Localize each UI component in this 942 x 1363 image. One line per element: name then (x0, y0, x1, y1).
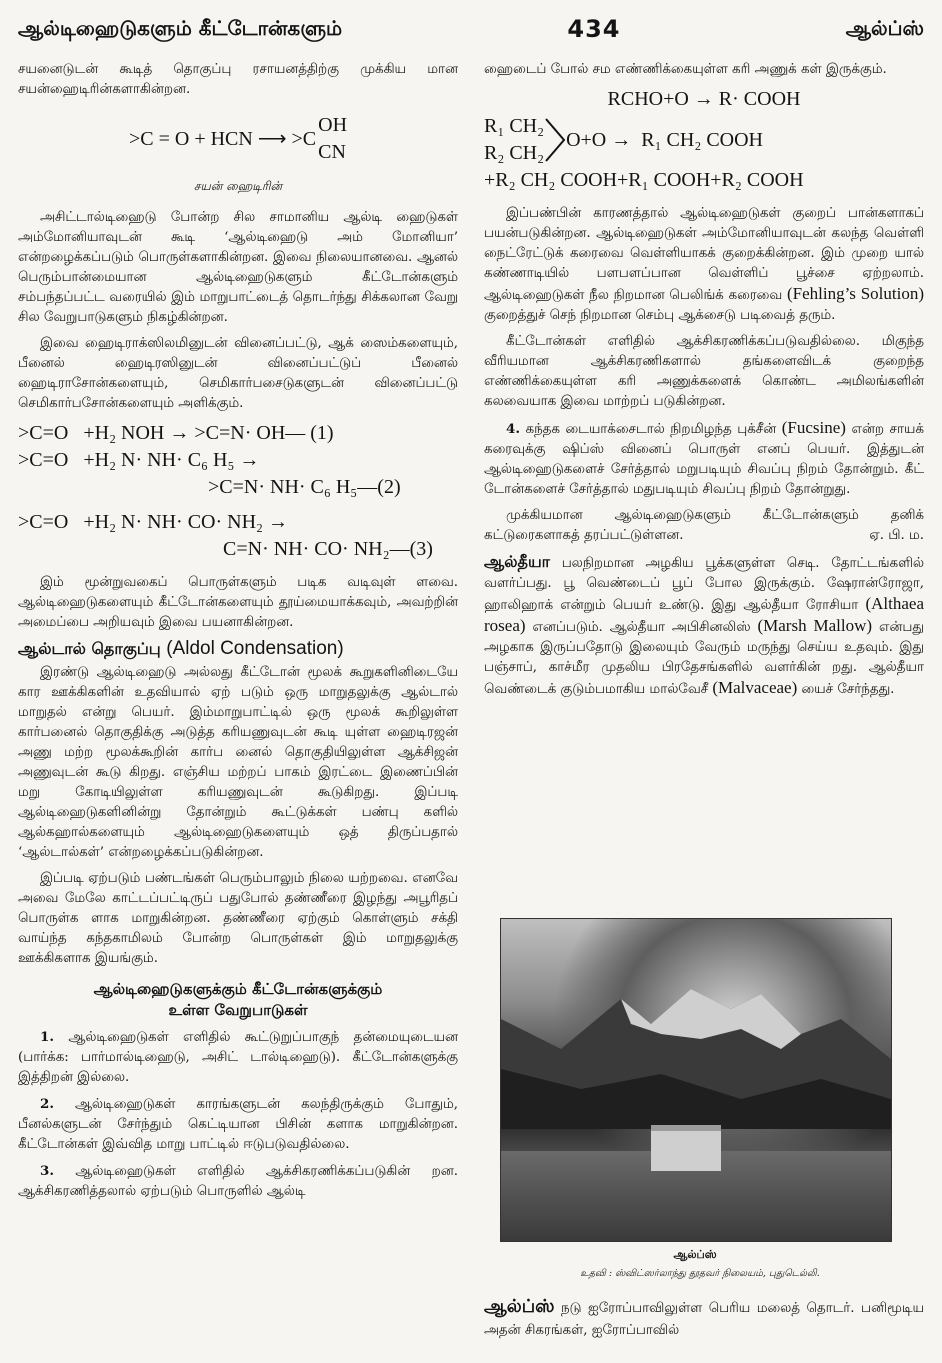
running-title-right: ஆல்ப்ஸ் (845, 15, 924, 40)
paragraph: ஹைடைப் போல் சம எண்ணிக்கையுள்ள கரி அணுக் கள் இருக்கும். (484, 62, 887, 77)
cyanhydrin-equation (18, 112, 458, 166)
paragraph: இப்படி ஏற்படும் பண்டங்கள் பெரும்பாலும் நிலை யற்றவை. எனவே அவை மேலே காட்டப்பட்டிருப் பதுபோல் தண்ணீரை இழந்து அபூரிதப் பொருள்க ளாக மாறுகின்றன. தண்ணீரை ஏற்கும் கொள்ளும் சக்தி வாய்ந்த கந்தகாமிலம் போன்ற பொருள்கள் இம் மாறுதலுக்கு ஊக்கிகளாக இயங்கும். (18, 871, 458, 966)
text: என்பது அழகாக இருப்பதோடு இலையும் வேரும் மருந்து செய்ய உதவும். இது பஞ்சாப், காச்மீர முதலிய பிரதேசங்களில் வளர்கின் றது. ஆல்தீயா வெண்டைக் குடும்பமாகிய மால்வேசீ (484, 620, 924, 697)
numbered-item (18, 1094, 458, 1155)
differences-heading-line1: ஆல்டிஹைடுகளுக்கும் கீட்டோன்களுக்கும் (93, 980, 383, 998)
equation-text: >C = O + HCN ⟶ >C (128, 127, 317, 150)
differences-heading-line2: உள்ள வேறுபாடுகள் (168, 1001, 308, 1019)
oxidation-equations (484, 86, 924, 194)
equation-b-r1: R₁ CH₂ (484, 115, 545, 137)
numbered-item (18, 1027, 458, 1088)
paragraph (484, 506, 924, 546)
english-term: (Marsh Mallow) (757, 616, 873, 635)
equation-caption: சயன் ஹைடிரின் (193, 179, 283, 193)
paragraph (484, 204, 924, 326)
entry-althaea (484, 552, 924, 700)
page-number: 434 (567, 15, 621, 43)
equation-b (484, 113, 924, 167)
text: நடு ஐரோப்பாவிலுள்ள பெரிய மலைத் தொடர். பனிமூடிய அதன் சிகரங்கள், ஐரோப்பாவில் (484, 1301, 924, 1338)
text: குறைத்துச் செந் நிறமான செம்பு ஆக்சைடு படிவைத் தரும். (484, 308, 836, 323)
castle-image (651, 1125, 721, 1171)
entry-alps (484, 1296, 924, 1342)
equation-2b: >C=N· NH· C₆ H₅—(2) (208, 476, 401, 498)
entry-keyword: ஆல்தீயா (484, 552, 551, 571)
paragraph: சயனைடுடன் கூடித் தொகுப்பு ரசாயனத்திற்கு முக்கிய மான சயன்ஹைடிரின்களாகின்றன. (18, 62, 458, 97)
paragraph: இரண்டு ஆல்டிஹைடு அல்லது கீட்டோன் மூலக் கூறுகளினிடையே கார ஊக்கிகளின் உதவியால் ஏற் படும் ஒரு மாறுதலுக்கு ஆல்டால் மாறுதல் என்று பெயர். இம்மாறுபாட்டில் ஒரு மூலக் கூறிலுள்ள கார்பனைல் தொகுதிக்கு அடுத்த கரியணுவுடன் கூடி யுள்ள ஹைடிரஜன் அணு மற்ற மூலக்கூறின் கார்ப னைல் தொகுதியிலுள்ள ஆக்சிஜன் அணுவுடன் கூடு கிறது. எஞ்சிய மற்றப் பாகம் இரட்டை இணைப்பின் மறு கோடியிலுள்ள கரியணுவுடன் கூடுகிறது. இப்படி ஆல்டிஹைடுகளினின்று தோன்றும் கூட்டுக்கள் பண்பு களில் ஆல்கஹால்களையும் ஆல்டிஹைடுகளையும் ஒத் திருப்பதால் ‘ஆல்டால்கள்’ என்றழைக்கப்படுகின்றன. (18, 665, 458, 860)
author-initials: ஏ. பி. ம. (869, 528, 924, 543)
item-number: 4. (506, 421, 520, 437)
equation-2a: >C=O +H₂ N· NH· C₆ H₅ → (18, 449, 260, 471)
equation-a: RCHO+O → R· COOH (607, 88, 801, 110)
item-text: என்ற சாயக் கரைவுக்கு ஷிப்ஸ் வினைப் பொருள் எனப் பெயர். இத்துடன் ஆல்டிஹைடுகளைச் சேர்த்தால் மறுபடியும் சிவப்பு நிறம் தோன்றும். கீட் டோன்களைச் சேர்த்தால் மதுபடியும் சிவப்பு நிறம் தோன்றுது. (484, 422, 924, 497)
aldol-heading (18, 639, 458, 659)
equation-b-right: O+O → R₁ CH₂ COOH (566, 128, 763, 151)
text: யைச் சேர்ந்தது. (801, 682, 895, 697)
text: எனப்படும். ஆல்தீயா அபிசினலிஸ் (532, 620, 751, 635)
equation-3b: C=N· NH· CO· NH₂—(3) (223, 538, 433, 560)
page-header (18, 8, 924, 50)
aldol-heading-ta: ஆல்டால் தொகுப்பு (18, 639, 161, 658)
numbered-item (484, 418, 924, 500)
item-text: கந்தக டையாக்சைடால் நிறமிழந்த புக்சீன் (525, 422, 777, 437)
english-term: (Althaea rosea) (484, 594, 924, 635)
item-number: 2. (40, 1096, 54, 1112)
left-column (18, 60, 458, 1208)
text: பலநிறமான அழகிய பூக்களுள்ள செடி. தோட்டங்களில் வளர்ப்பது. பூ வெண்டைப் பூப் போல இருக்கும். ஷேரான்ரோஜா, ஹாலிஹாக் என்றும் பெயர் உண்டு. இது ஆல்தீயா ரோசியா (484, 556, 924, 613)
aldol-heading-en: (Aldol Condensation) (166, 638, 344, 659)
english-term: (Fehling’s Solution) (786, 284, 924, 303)
running-title-left: ஆல்டிஹைடுகளும் கீட்டோன்களும் (18, 15, 343, 40)
equation-1: >C=O +H₂ NOH → >C=N· OH— (1) (18, 422, 334, 444)
paragraph: இவை ஹைடிராக்ஸிலமினுடன் வினைப்பட்டு, ஆக் ஸைம்களையும், பீனைல் ஹைடிரஸினுடன் வினைப்பட்டுப் பீனைல் ஹைடிராசோன்களையும், செமிகார்பசைடுகளுடன் வினைப்பட்டு செமிகார்பசோன்களையும் அளிக்கும். (18, 336, 458, 411)
item-text: ஆல்டிஹைடுகள் காரங்களுடன் கலந்திருக்கும் போதும், பீனல்களுடன் சேர்ந்தும் கெட்டியான பிசின் களாக மாறுகின்றன. கீட்டோன்கள் இவ்வித மாறு பாட்டில் ஈடுபடுவதில்லை. (18, 1097, 458, 1152)
bracket-icon (544, 115, 566, 165)
paragraph: இம் மூன்றுவகைப் பொருள்களும் படிக வடிவுள் ளவை. ஆல்டிஹைடுகளையும் கீட்டோன்களையும் தூய்மையாக்கவும், அவற்றின் அமைப்பை அறியவும் இவை பயனாகின்றன. (18, 575, 458, 630)
right-column (484, 60, 924, 706)
entry-keyword: ஆல்ப்ஸ் (484, 1296, 555, 1317)
english-term: (Fucsine) (781, 418, 846, 437)
text: முக்கியமான ஆல்டிஹைடுகளும் கீட்டோன்களும் தனிக் கட்டுரைகளாகத் தரப்பட்டுள்ளன. (484, 508, 924, 543)
alps-photo (500, 918, 892, 1242)
english-term: (Malvaceae) (712, 678, 798, 697)
photo-credit: உதவி : ஸ்விட்ஸர்லாந்து தூதவர் நிலையம், புதுடெல்லி. (580, 1268, 820, 1279)
paragraph: அசிட்டால்டிஹைடு போன்ற சில சாமானிய ஆல்டி ஹைடுகள் அம்மோனியாவுடன் கூடி ‘ஆல்டிஹைடு அம் மோனியா’ என்றழைக்கப்படும் பொருள்களாகின்றன. இவை நிலையானவை. ஆனல் பெரும்பான்மையான ஆல்டிஹைடுகளும் கீட்டோன்களும் சம்பந்தப்பட்ட வரையில் இம் மாறுபாட்டைத் தொடர்ந்து சிக்கலான வேறு சில வேறுபாடுகளும் நிகழ்கின்றன. (18, 210, 458, 325)
text: இப்பண்பின் காரணத்தால் ஆல்டிஹைடுகள் குறைப் பான்களாகப் பயன்படுகின்றன. ஆல்டிஹைடுகள் அம்மோனியாவுடன் கலந்த வெள்ளி நைட்ரேட்டுக் கரைவை வெள்ளியாகக் குறைக்கின்றன. இம் முறை யால் கண்ணாடியில் பளபளப்பான வெள்ளிப் பூச்சை ஏற்றலாம். ஆல்டிஹைடுகள் நீல நிறமான பெலிங்க் கரைவை (484, 206, 924, 303)
item-text: ஆல்டிஹைடுகள் எளிதில் கூட்டுறுப்பாகுந் தன்மையுடையன (பார்க்க: பார்மால்டிஹைடு, அசிட் டால்டிஹைடு). கீட்டோன்களுக்கு இத்திறன் இல்லை. (18, 1030, 458, 1085)
condensation-equations (18, 420, 458, 563)
item-text: ஆல்டிஹைடுகள் எளிதில் ஆக்சிகரணிக்கப்படுகின் றன. ஆக்சிகரணித்தலால் ஏற்படும் பொருளில் ஆல்டி (18, 1164, 458, 1199)
mountain-image (501, 979, 891, 1129)
equation-c: +R₂ CH₂ COOH+R₁ COOH+R₂ COOH (484, 169, 804, 191)
item-number: 1. (40, 1029, 54, 1045)
item-number: 3. (40, 1163, 54, 1179)
equation-3a: >C=O +H₂ N· NH· CO· NH₂ → (18, 511, 288, 533)
equation-oh: OH (318, 114, 348, 136)
paragraph: கீட்டோன்கள் எளிதில் ஆக்சிகரணிக்கப்படுவதில்லை. மிகுந்த வீரியமான ஆக்சிகரணிகளால் தங்களைவிடக் குறைந்த எண்ணிக்கையுள்ள கரி அணுக்களைக் கொண்ட அமிலங்களின் கலவையாக இவை மாற்றப் படுகின்றன. (484, 334, 924, 409)
differences-heading (18, 979, 458, 1021)
equation-b-r2: R₂ CH₂ (484, 142, 545, 164)
numbered-item (18, 1161, 458, 1202)
photo-caption: ஆல்ப்ஸ் (673, 1248, 717, 1261)
equation-cn: CN (318, 141, 346, 163)
